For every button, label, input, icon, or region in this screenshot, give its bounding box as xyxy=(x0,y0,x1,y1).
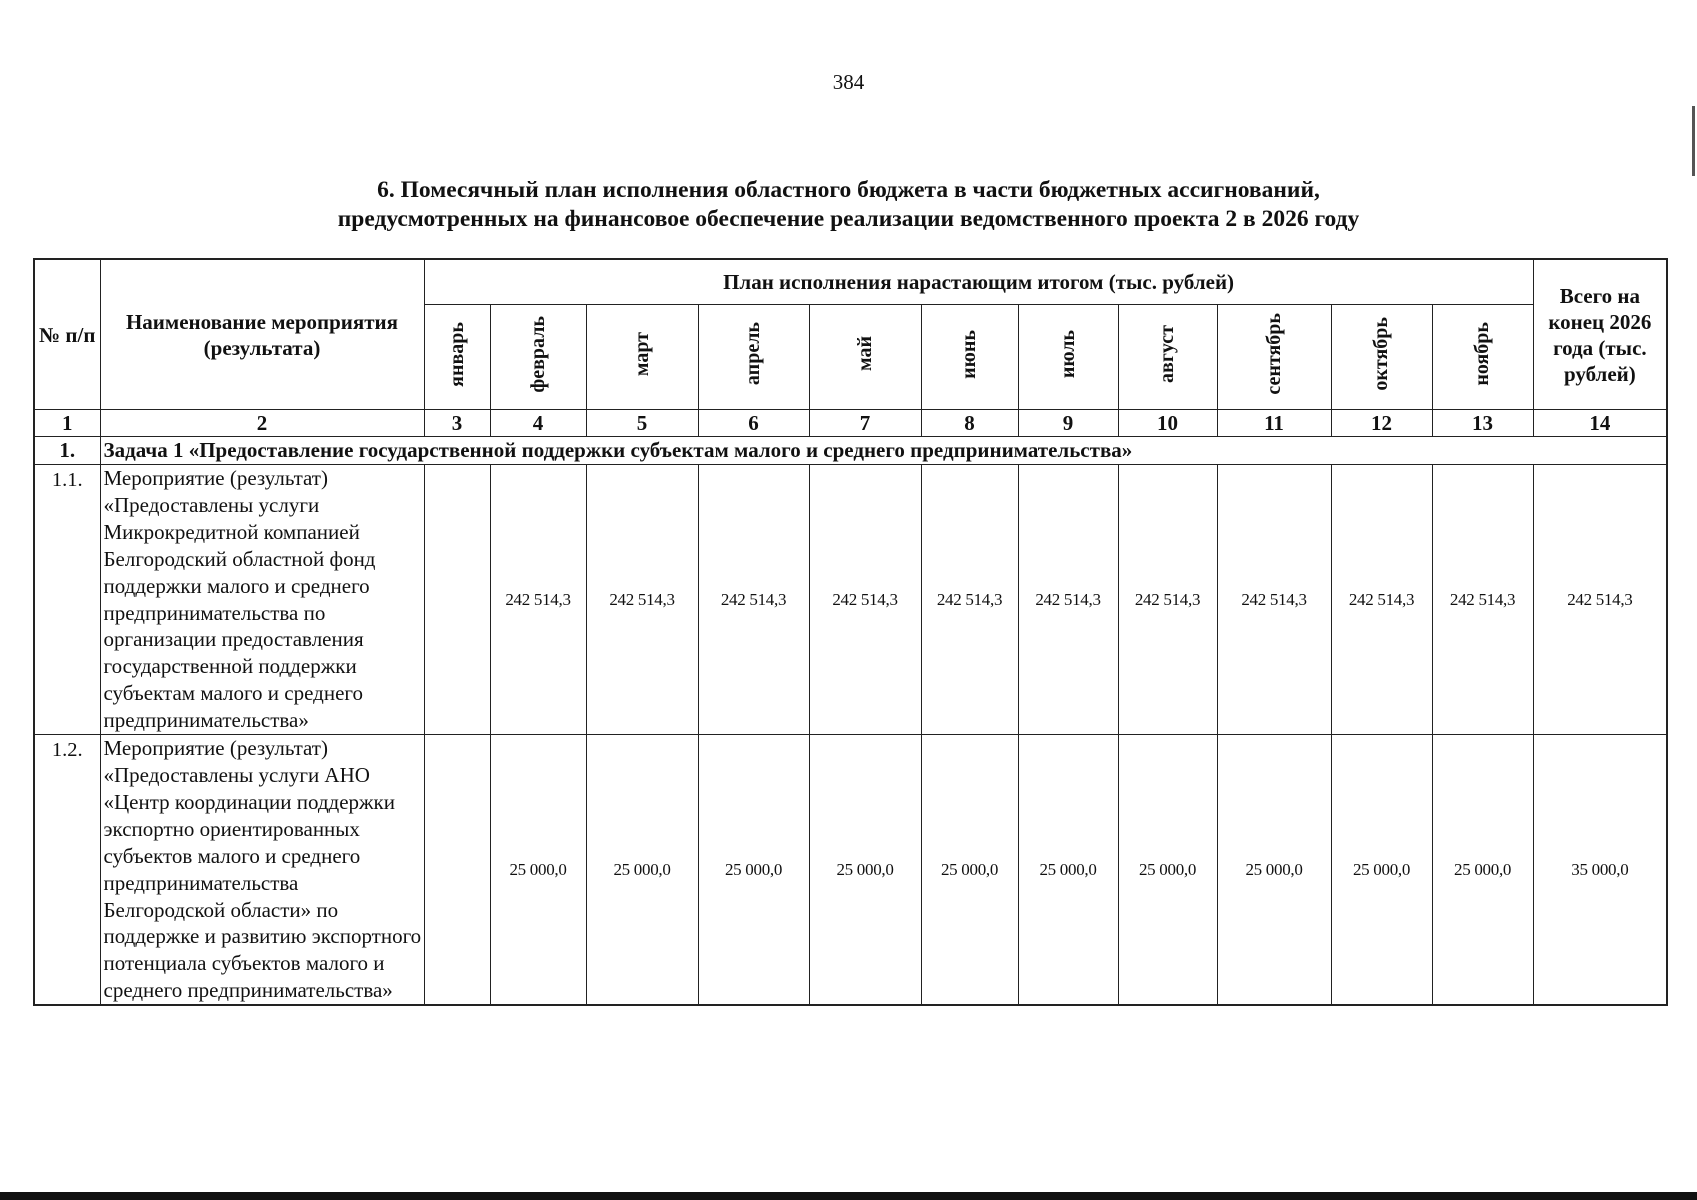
month-header xyxy=(1018,305,1118,410)
month-header xyxy=(698,305,809,410)
month-value: 25 000,0 xyxy=(921,735,1018,1006)
bottom-rule xyxy=(0,1192,1697,1200)
column-index: 13 xyxy=(1432,410,1533,437)
month-label: февраль xyxy=(526,315,549,393)
month-value xyxy=(424,735,490,1006)
month-value: 25 000,0 xyxy=(1217,735,1331,1006)
month-value: 25 000,0 xyxy=(1018,735,1118,1006)
month-value: 242 514,3 xyxy=(1331,465,1432,735)
month-value: 242 514,3 xyxy=(586,465,698,735)
column-index: 8 xyxy=(921,410,1018,437)
task-row xyxy=(34,437,1667,465)
month-header xyxy=(1331,305,1432,410)
column-index: 9 xyxy=(1018,410,1118,437)
item-number: 1.1. xyxy=(34,465,100,735)
month-value: 242 514,3 xyxy=(1217,465,1331,735)
month-label: январь xyxy=(445,321,468,387)
total-value: 242 514,3 xyxy=(1533,465,1667,735)
month-label: август xyxy=(1156,325,1178,383)
month-value: 242 514,3 xyxy=(921,465,1018,735)
month-header xyxy=(424,305,490,410)
month-value: 242 514,3 xyxy=(1432,465,1533,735)
month-label: октябрь xyxy=(1370,317,1392,391)
month-header xyxy=(921,305,1018,410)
column-index: 14 xyxy=(1533,410,1667,437)
month-value: 242 514,3 xyxy=(1118,465,1217,735)
month-header xyxy=(1432,305,1533,410)
month-label: май xyxy=(853,336,876,372)
title-line-1: 6. Помесячный план исполнения областного бюджета в части бюджетных ассигнований, xyxy=(377,177,1320,203)
month-header xyxy=(809,305,921,410)
column-index: 7 xyxy=(809,410,921,437)
task-title: Задача 1 «Предоставление государственной поддержки субъектам малого и среднего предпринимательства» xyxy=(100,437,1667,465)
column-index: 4 xyxy=(490,410,586,437)
month-header xyxy=(586,305,698,410)
header-number: № п/п xyxy=(34,259,100,410)
month-value: 25 000,0 xyxy=(1432,735,1533,1006)
month-label: апрель xyxy=(742,322,764,386)
column-index: 10 xyxy=(1118,410,1217,437)
month-label: март xyxy=(630,331,653,377)
month-header xyxy=(1118,305,1217,410)
table-row xyxy=(34,735,1667,1006)
month-value: 242 514,3 xyxy=(490,465,586,735)
item-name: Мероприятие (результат) «Предоставлены услуги Микрокредитной компанией Белгородский областной фонд поддержки малого и среднего предпринимательства по организации предоставления государственной поддержки субъектам малого и среднего предпринимательства» xyxy=(100,465,424,735)
header-name: Наименование мероприятия (результата) xyxy=(100,259,424,410)
month-value xyxy=(424,465,490,735)
column-index: 3 xyxy=(424,410,490,437)
page-number: 384 xyxy=(832,70,865,94)
month-label: июль xyxy=(1056,329,1079,379)
header-total: Всего на конец 2026 года (тыс. рублей) xyxy=(1533,259,1667,410)
column-index: 12 xyxy=(1331,410,1432,437)
column-index: 2 xyxy=(100,410,424,437)
column-index: 11 xyxy=(1217,410,1331,437)
column-index: 5 xyxy=(586,410,698,437)
page-title xyxy=(0,176,1697,234)
title-line-2: предусмотренных на финансовое обеспечение реализации ведомственного проекта 2 в 2026 году xyxy=(337,206,1360,232)
item-name: Мероприятие (результат) «Предоставлены услуги АНО «Центр координации поддержки экспортно ориентированных субъектов малого и среднего предпринимательства Белгородской области» по поддержке и развитию экспортного потенциала субъектов малого и среднего предпринимательства» xyxy=(100,735,424,1006)
item-number: 1.2. xyxy=(34,735,100,1006)
column-index-row xyxy=(34,410,1667,437)
month-value: 242 514,3 xyxy=(1018,465,1118,735)
budget-plan-table xyxy=(33,258,1668,1006)
month-value: 25 000,0 xyxy=(1331,735,1432,1006)
month-label: сентябрь xyxy=(1262,313,1285,395)
month-value: 25 000,0 xyxy=(1118,735,1217,1006)
month-header xyxy=(1217,305,1331,410)
task-number: 1. xyxy=(34,437,100,465)
month-value: 25 000,0 xyxy=(698,735,809,1006)
month-label: июнь xyxy=(958,329,980,379)
table-row xyxy=(34,465,1667,735)
month-value: 25 000,0 xyxy=(490,735,586,1006)
month-header xyxy=(490,305,586,410)
edge-mark xyxy=(1692,106,1695,176)
month-value: 25 000,0 xyxy=(586,735,698,1006)
total-value: 35 000,0 xyxy=(1533,735,1667,1006)
month-label: ноябрь xyxy=(1471,322,1494,386)
column-index: 6 xyxy=(698,410,809,437)
header-plan: План исполнения нарастающим итогом (тыс. рублей) xyxy=(424,259,1533,305)
month-value: 242 514,3 xyxy=(809,465,921,735)
month-value: 25 000,0 xyxy=(809,735,921,1006)
column-index: 1 xyxy=(34,410,100,437)
month-value: 242 514,3 xyxy=(698,465,809,735)
